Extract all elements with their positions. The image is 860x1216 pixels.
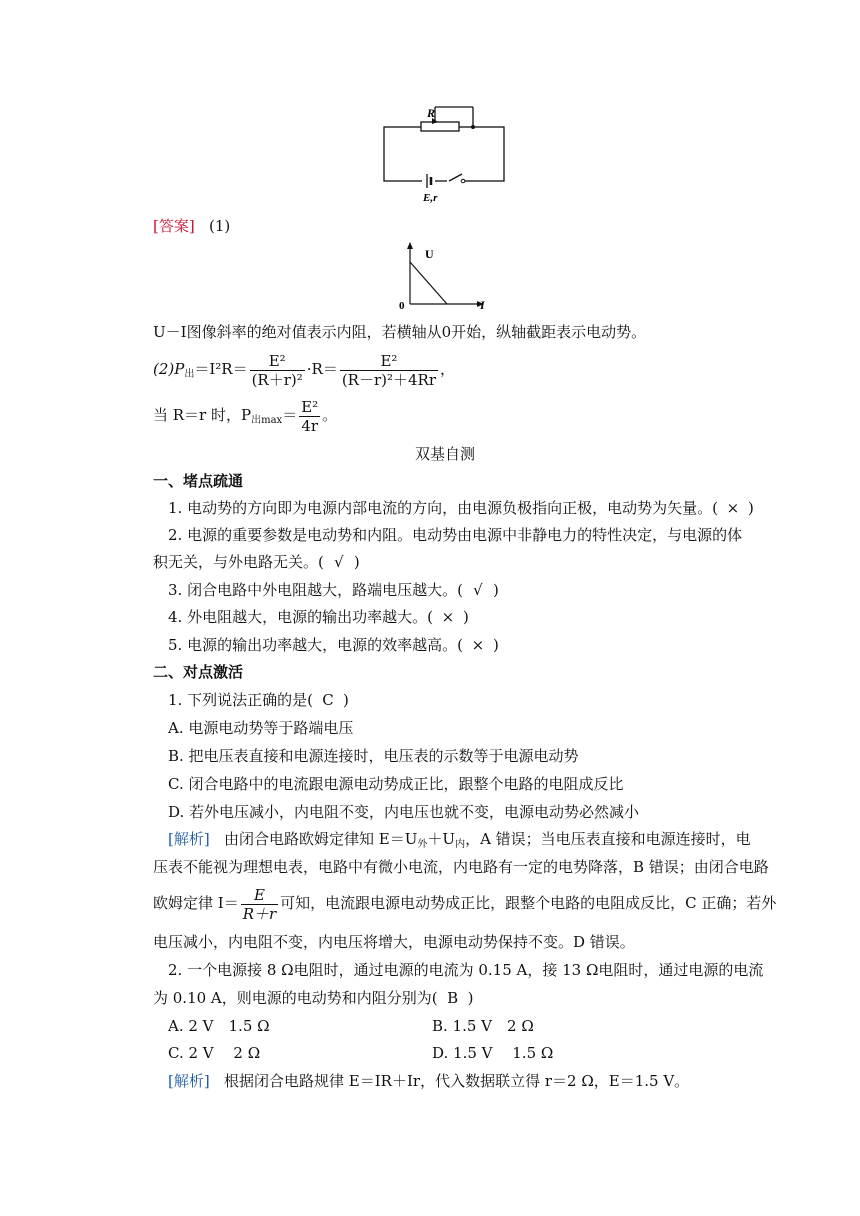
judge-item-2-line2: 积无关，与外电路无关。( √ )	[153, 553, 360, 571]
q2-option-b: B. 1.5 V 2 Ω	[432, 1017, 534, 1035]
judge-item-3: 3. 闭合电路中外电阻越大，路端电压越大。( √ )	[168, 581, 499, 599]
resistor-label: R	[427, 106, 436, 120]
q1-analysis-line2: 压表不能视为理想电表，电路中有微小电流，内电路有一定的电势降落，B 错误；由闭合电路	[153, 858, 769, 876]
answer-tag: [答案]	[153, 217, 195, 235]
question-1-stem: 1. 下列说法正确的是( C )	[168, 691, 349, 709]
judge-item-2-line1: 2. 电源的重要参数是电动势和内阻。电动势由电源中非静电力的特性决定，与电源的体	[168, 526, 743, 544]
answer-part1: (1)	[209, 217, 231, 235]
q2-option-a: A. 2 V 1.5 Ω	[168, 1017, 270, 1035]
question-2-line2: 为 0.10 A，则电源的电动势和内阻分别为( B )	[153, 989, 474, 1007]
ui-graph	[398, 240, 493, 312]
max-power-formula: 当 R＝r 时，$P_{出max}=$ $\frac{\text{E²}}{4r}$ 。	[153, 397, 338, 435]
u-axis-label: U	[425, 247, 434, 261]
q2-analysis: [解析] 根据闭合电路规律 E＝IR＋Ir，代入数据联立得 r＝2 Ω，E＝1.5 V。	[168, 1072, 690, 1090]
q1-option-c: C. 闭合电路中的电流跟电源电动势成正比，跟整个电路的电阻成反比	[168, 775, 624, 793]
answer-description: U－I图像斜率的绝对值表示内阻，若横轴从0开始，纵轴截距表示电动势。	[153, 323, 647, 341]
section-title: 双基自测	[415, 445, 476, 463]
judge-item-5: 5. 电源的输出功率越大，电源的效率越高。( × )	[168, 636, 499, 654]
question-2-line1: 2. 一个电源接 8 Ω电阻时，通过电源的电流为 0.15 A，接 13 Ω电阻时，通过电源的电流	[168, 961, 764, 979]
q1-option-a: A. 电源电动势等于路端电压	[168, 719, 354, 737]
judge-item-1: 1. 电动势的方向即为电源内部电流的方向，由电源负极指向正极，电动势为矢量。( × )	[168, 499, 754, 517]
judge-item-4: 4. 外电阻越大，电源的输出功率越大。( × )	[168, 608, 469, 626]
part1-heading: 一、堵点疏通	[153, 472, 244, 490]
circuit-diagram	[375, 100, 515, 205]
origin-label: 0	[399, 300, 405, 312]
i-axis-label: I	[480, 298, 485, 312]
q2-option-d: D. 1.5 V 1.5 Ω	[432, 1044, 554, 1062]
q1-analysis-line3: 欧姆定律 I＝ $\frac{E}{R+r}$ 可知，电流跟电源电动势成正比，跟整个电路的电阻成反比，C 正确；若外	[153, 885, 777, 923]
source-label: E,r	[423, 192, 438, 204]
q1-analysis-line1: [解析] 由闭合电路欧姆定律知 $E=U_外+U_内$，A 错误；当电压表直接和电源连接时，电	[168, 830, 751, 850]
q2-option-c: C. 2 V 2 Ω	[168, 1044, 261, 1062]
q1-analysis-line4: 电压减小，内电阻不变，内电压将增大，电源电动势保持不变。D 错误。	[153, 933, 635, 951]
q1-option-b: B. 把电压表直接和电源连接时，电压表的示数等于电源电动势	[168, 747, 579, 765]
part2-heading: 二、对点激活	[153, 663, 244, 681]
power-formula: $(2)P_出=I^2R=$ $\frac{\text{E²}}{\text{(R＋r)²}}$ ·R＝ $\frac{\text{E²}}{\text{(R－r)²＋4Rr}}$ ，	[153, 351, 456, 389]
q1-option-d: D. 若外电压减小，内电阻不变，内电压也就不变，电源电动势必然减小	[168, 803, 640, 821]
